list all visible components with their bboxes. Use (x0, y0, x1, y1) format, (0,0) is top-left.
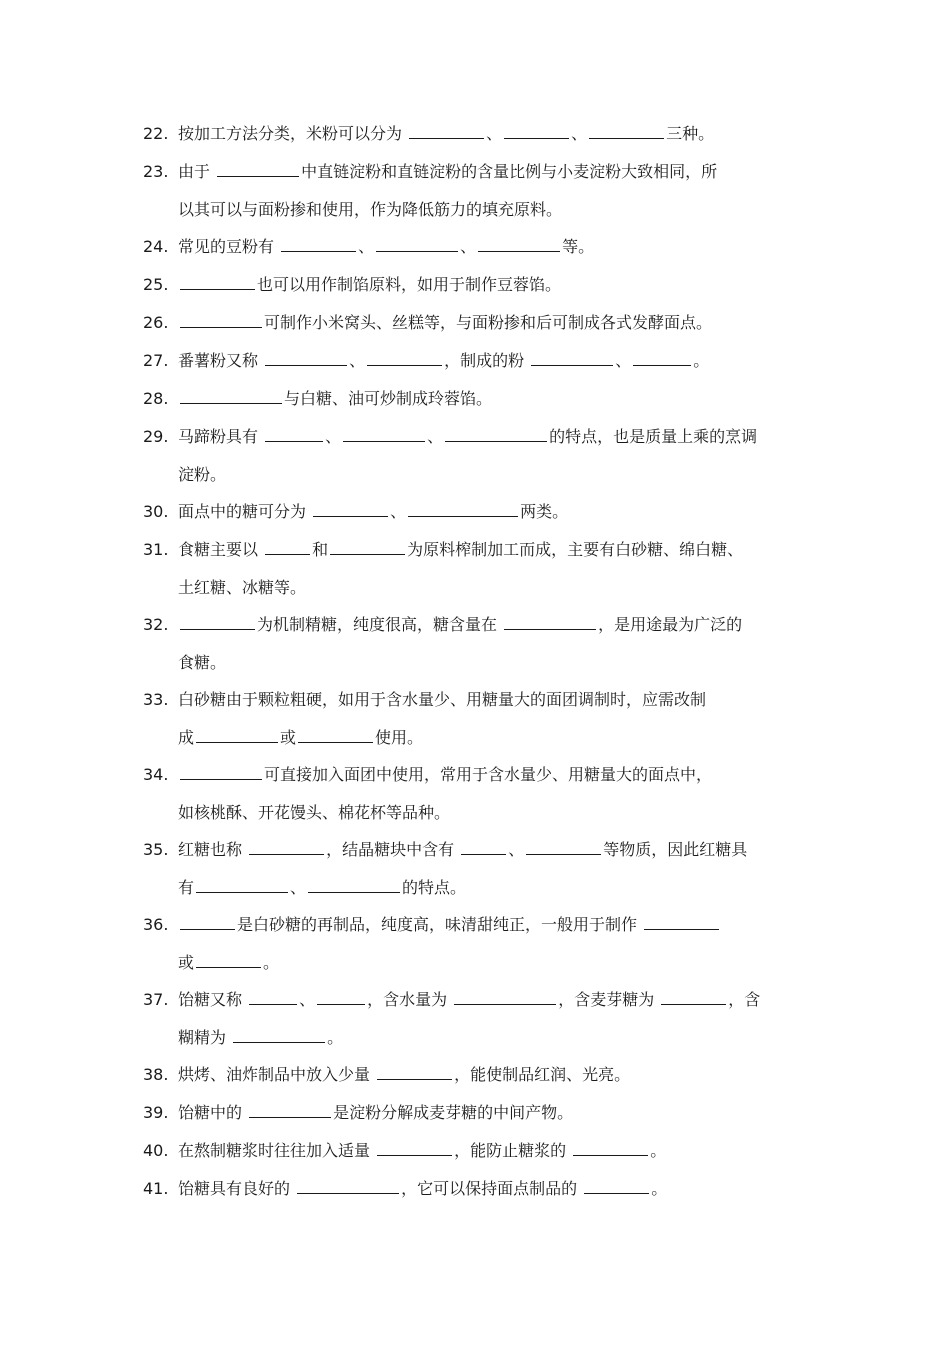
question-line (143, 380, 808, 418)
question-item (143, 115, 808, 153)
question-line (143, 342, 808, 380)
question-text: 白砂糖由于颗粒粗硬，如用于含水量少、用糖量大的面团调制时，应需改制 (178, 690, 707, 709)
question-text: 与白糖、油可炒制成玲蓉馅。 (284, 389, 493, 408)
answer-blank (249, 985, 297, 1005)
answer-blank (504, 610, 596, 630)
answer-blank (644, 910, 719, 930)
question-text: 食糖。 (178, 653, 227, 672)
question-text: ，结晶糖块中含有 (326, 840, 460, 859)
answer-blank (526, 835, 601, 855)
question-text: 、 (486, 124, 503, 143)
question-item (143, 1056, 808, 1094)
question-number: 27. (143, 351, 169, 370)
answer-blank (377, 1060, 452, 1080)
answer-blank (180, 308, 262, 328)
answer-blank (367, 346, 442, 366)
question-number: 33. (143, 690, 169, 709)
answer-blank (409, 119, 484, 139)
answer-blank (180, 910, 235, 930)
question-text: 按加工方法分类，米粉可以分为 (178, 124, 408, 143)
answer-blank (196, 723, 278, 743)
question-item (143, 531, 808, 607)
question-item (143, 380, 808, 418)
question-line (143, 831, 808, 869)
question-text: 如核桃酥、开花馒头、棉花杯等品种。 (178, 803, 451, 822)
question-number: 24. (143, 237, 169, 256)
question-text: 土红糖、冰糖等。 (178, 578, 307, 597)
question-text: 马蹄粉具有 (178, 427, 264, 446)
answer-blank (408, 497, 518, 517)
question-text: ，是用途最为广泛的 (598, 615, 743, 634)
question-text: 为机制精糖，纯度很高，糖含量在 (257, 615, 503, 634)
question-number: 26. (143, 313, 169, 332)
answer-blank (376, 232, 458, 252)
question-text: 三种。 (666, 124, 715, 143)
question-text: ，制成的粉 (444, 351, 530, 370)
question-text: ，含麦芽糖为 (558, 990, 660, 1009)
question-text: 、 (290, 878, 307, 897)
question-text: 可直接加入面团中使用，常用于含水量少、用糖量大的面点中， (264, 765, 713, 784)
question-text: 由于 (178, 162, 216, 181)
question-item (143, 906, 808, 982)
question-text: 、 (349, 351, 366, 370)
question-text: 。 (693, 351, 710, 370)
answer-blank (265, 535, 310, 555)
question-text: 烘烤、油炸制品中放入少量 (178, 1065, 376, 1084)
question-item (143, 304, 808, 342)
question-line (143, 531, 808, 569)
question-text: 等物质，因此红糖具 (603, 840, 748, 859)
question-line (143, 719, 808, 757)
question-item (143, 606, 808, 682)
question-text: 有 (178, 878, 195, 897)
question-item (143, 1170, 808, 1208)
question-line (143, 869, 808, 907)
question-line (143, 1170, 808, 1208)
question-number: 36. (143, 915, 169, 934)
question-number: 38. (143, 1065, 169, 1084)
question-text: 可制作小米窝头、丝糕等，与面粉掺和后可制成各式发酵面点。 (264, 313, 713, 332)
question-line (143, 1094, 808, 1132)
answer-blank (633, 346, 691, 366)
answer-blank (281, 232, 356, 252)
question-line (143, 153, 808, 191)
question-text: 、 (299, 990, 316, 1009)
answer-blank (478, 232, 560, 252)
question-text: 番薯粉又称 (178, 351, 264, 370)
question-number: 32. (143, 615, 169, 634)
question-line (143, 304, 808, 342)
question-line (143, 191, 808, 229)
question-text: 、 (358, 237, 375, 256)
question-line (143, 266, 808, 304)
question-number: 40. (143, 1141, 169, 1160)
question-text: 、 (427, 427, 444, 446)
question-text: 、 (390, 502, 407, 521)
answer-blank (180, 384, 282, 404)
answer-blank (461, 835, 506, 855)
question-text: 在熬制糖浆时往往加入适量 (178, 1141, 376, 1160)
question-item (143, 831, 808, 907)
question-line (143, 944, 808, 982)
question-number: 34. (143, 765, 169, 784)
question-line (143, 115, 808, 153)
question-item (143, 1094, 808, 1132)
answer-blank (180, 760, 262, 780)
question-text: 淀粉。 (178, 465, 227, 484)
answer-blank (531, 346, 613, 366)
question-text: 、 (325, 427, 342, 446)
question-number: 30. (143, 502, 169, 521)
answer-blank (217, 157, 299, 177)
answer-blank (504, 119, 569, 139)
question-text: 或 (178, 953, 195, 972)
question-number: 37. (143, 990, 169, 1009)
question-text: ，能防止糖浆的 (454, 1141, 572, 1160)
question-number: 39. (143, 1103, 169, 1122)
question-item (143, 228, 808, 266)
answer-blank (584, 1174, 649, 1194)
question-line (143, 456, 808, 494)
question-text: 以其可以与面粉掺和使用，作为降低筋力的填充原料。 (178, 200, 563, 219)
question-text: 、 (571, 124, 588, 143)
answer-blank (265, 422, 323, 442)
answer-blank (330, 535, 405, 555)
question-text: 等。 (562, 237, 595, 256)
answer-blank (445, 422, 547, 442)
question-number: 41. (143, 1179, 169, 1198)
question-text: 成 (178, 728, 195, 747)
question-line (143, 1056, 808, 1094)
question-item (143, 756, 808, 832)
question-item (143, 981, 808, 1057)
question-text: 和 (312, 540, 329, 559)
question-number: 25. (143, 275, 169, 294)
question-line (143, 1019, 808, 1057)
question-text: 。 (651, 1179, 668, 1198)
question-number: 31. (143, 540, 169, 559)
question-text: ，它可以保持面点制品的 (401, 1179, 583, 1198)
question-item (143, 493, 808, 531)
answer-blank (317, 985, 365, 1005)
answer-blank (298, 723, 373, 743)
question-text: 、 (460, 237, 477, 256)
question-text: 使用。 (375, 728, 424, 747)
answer-blank (180, 270, 255, 290)
question-text: 是淀粉分解成麦芽糖的中间产物。 (333, 1103, 574, 1122)
question-text: 、 (615, 351, 632, 370)
answer-blank (573, 1136, 648, 1156)
question-line (143, 418, 808, 456)
answer-blank (196, 873, 288, 893)
answer-blank (589, 119, 664, 139)
answer-blank (308, 873, 400, 893)
answer-blank (233, 1023, 325, 1043)
question-text: 饴糖具有良好的 (178, 1179, 296, 1198)
question-line (143, 228, 808, 266)
question-text: 饴糖中的 (178, 1103, 248, 1122)
question-text: 的特点，也是质量上乘的烹调 (549, 427, 758, 446)
answer-blank (249, 835, 324, 855)
question-text: 两类。 (520, 502, 569, 521)
question-text: 或 (280, 728, 297, 747)
answer-blank (180, 610, 255, 630)
answer-blank (343, 422, 425, 442)
question-text: 也可以用作制馅原料，如用于制作豆蓉馅。 (257, 275, 562, 294)
question-line (143, 794, 808, 832)
question-number: 35. (143, 840, 169, 859)
question-line (143, 493, 808, 531)
question-line (143, 644, 808, 682)
question-text: 中直链淀粉和直链淀粉的含量比例与小麦淀粉大致相同，所 (301, 162, 718, 181)
question-item (143, 681, 808, 757)
question-item (143, 153, 808, 229)
question-item (143, 266, 808, 304)
question-text: 为原料榨制加工而成，主要有白砂糖、绵白糖、 (407, 540, 744, 559)
question-text: 红糖也称 (178, 840, 248, 859)
question-text: 是白砂糖的再制品，纯度高，味清甜纯正，一般用于制作 (237, 915, 643, 934)
question-line (143, 756, 808, 794)
question-number: 23. (143, 162, 169, 181)
question-text: 面点中的糖可分为 (178, 502, 312, 521)
answer-blank (297, 1174, 399, 1194)
question-item (143, 1132, 808, 1170)
question-text: 、 (508, 840, 525, 859)
question-text: ，含 (728, 990, 761, 1009)
question-text: ，含水量为 (367, 990, 453, 1009)
question-line (143, 569, 808, 607)
question-text: 糊精为 (178, 1028, 232, 1047)
question-text: 的特点。 (402, 878, 467, 897)
answer-blank (196, 948, 261, 968)
question-text: 常见的豆粉有 (178, 237, 280, 256)
question-line (143, 906, 808, 944)
question-number: 22. (143, 124, 169, 143)
question-item (143, 342, 808, 380)
question-line (143, 681, 808, 719)
question-text: 。 (327, 1028, 344, 1047)
question-line (143, 1132, 808, 1170)
question-number: 29. (143, 427, 169, 446)
question-text: 饴糖又称 (178, 990, 248, 1009)
question-number: 28. (143, 389, 169, 408)
question-line (143, 981, 808, 1019)
question-item (143, 418, 808, 494)
answer-blank (249, 1098, 331, 1118)
question-line (143, 606, 808, 644)
question-text: ，能使制品红润、光亮。 (454, 1065, 631, 1084)
answer-blank (454, 985, 556, 1005)
question-text: 。 (263, 953, 280, 972)
question-text: 食糖主要以 (178, 540, 264, 559)
question-text: 。 (650, 1141, 667, 1160)
answer-blank (377, 1136, 452, 1156)
answer-blank (661, 985, 726, 1005)
answer-blank (313, 497, 388, 517)
answer-blank (265, 346, 347, 366)
